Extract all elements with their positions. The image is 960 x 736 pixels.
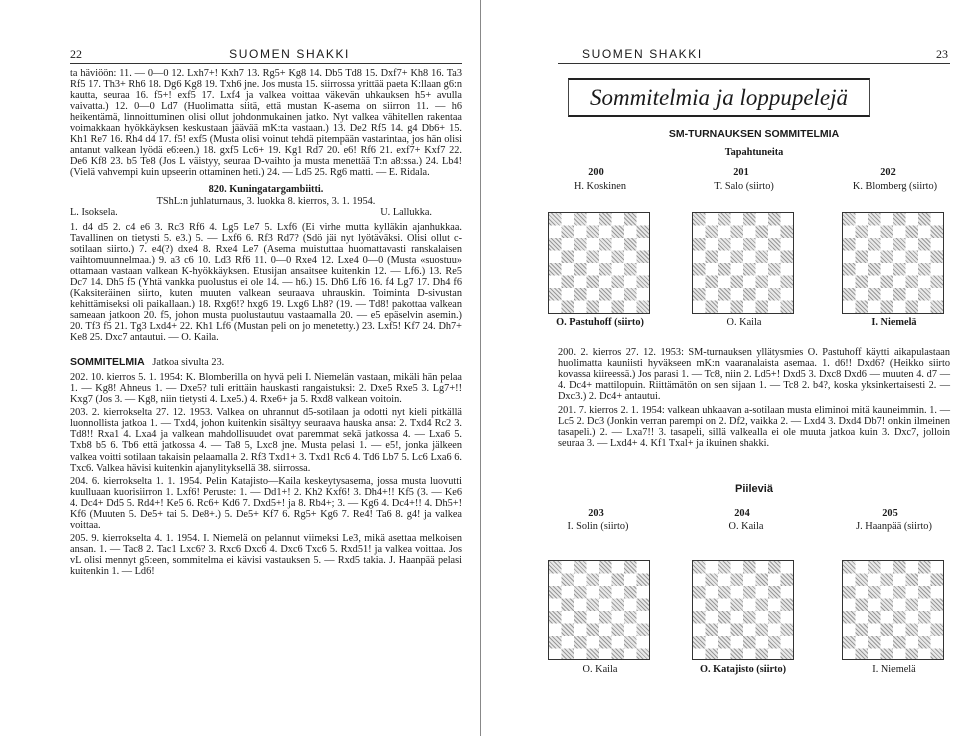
solutions-column	[558, 347, 950, 449]
running-title: SUOMEN SHAKKI	[582, 47, 703, 61]
diagram-number: 205	[882, 508, 898, 519]
players-line	[70, 207, 462, 218]
diagram-caption: K. Blomberg (siirto)	[852, 181, 938, 192]
paragraph: 203. 2. kierrokselta 27. 12. 1953. Valkea on uhrannut d5-sotilaan ja odotti nyt kieli pitkällä luonnollista jatkoa 1. — Txd4, johon kuitenkin sisältyy seuraava hauska ansa: 2. Txd4 Rc2 3. Td8!! Rxa1 4. Lxa4 ja valkean mahdollisuudet ovat paremmat sekä jatkossa 4. — Lxa6 5. Txb8 b5 6. Tb6 että jatkossa 4. — Ta8 5, Lxc8 jne. Musta pelasi 1. — e5!, jonka jälkeen valkea voitti sotilaan takaisin pelaamalla 2. Rf3 Txd1+ 3. Txd1 Rc6 4. Td6 Lb7 5. Lc6 Lxa6 6. Txc6. Valkea hävisi kuitenkin ajanylityksellä 38. siirrossa.	[70, 407, 462, 474]
section-heading-line	[70, 357, 462, 368]
page-number: 22	[70, 47, 82, 61]
article-column	[70, 68, 462, 577]
chess-diagram	[548, 560, 650, 660]
paragraph: 1. d4 d5 2. c4 e6 3. Rc3 Rf6 4. Lg5 Le7 5. Lxf6 (Ei virhe mutta kylläkin ajanhukkaa. Tavallinen on tietysti 5. e3.) 5. — Lxf6 6. Rf3 Rd7? (Sdö jäi nyt lyötäväksi. Olisi ollut c-sotilaan siirto.) 7. e4(?) dxe4 8. Rxe4 Le7 (Asema muistuttaa huomattavasti ranskalaisen vaihtomuunnelmaa.) 9. a3 c6 10. Ld3 Rf6 11. 0—0 Rxe4 12. Lxe4 0—0 (Musta «suostuu» ottamaan vastaan valkean K-hyökkäyksen. Etusijan ansaitsee kuitenkin 12. — Lf6.) 13. Re5 Dc7 14. Dh5 f5 (Yhtä vankka puolustus ei ole 14. — h6.) 15. Dh6 Lf6 16. f4 Lg7 17. Dh4 f6 (Kaksiteräinen siirto, kuten muuten valkean seuraava uhrauskin. Toiminta D-sivustan kehittämiseksi oli paikallaan.) 18. Rxg6!? hxg6 19. Lxg6 Lh8? (19. — Td8! pakottaa valkean sameaan jatkoon 20. f5, johon musta puolustautuu vastaamalla 20. — e5 epäselvin asemin.) 20. Tf3 f5 21. Tg3 Lxd4+ 22. Kh1 Lf6 (Mustan peli on jo menetetty.) 23. Lxf5! Kf7 24. Dh7+ Ke8 25. Dxc7 antautui. — O. Kaila.	[70, 221, 462, 344]
paragraph: ta häviöön: 11. — 0—0 12. Lxh7+! Kxh7 13. Rg5+ Kg8 14. Db5 Td8 15. Dxf7+ Kh8 16. Ta3 Rf5 17. Th3+ Rh6 18. Dg6 Kg8 19. Txh6 jne. Jos musta 15. siirrossa yrittää paeta K:llaan g6:n kautta, seuraa 16. f5+! exf5 17. Lxf4 ja valkea voittaa väkevän uhkauksen h5+ avulla vaivatta.) 12. 0—0 Ld7 (Huolimatta siitä, että mustan K-asema on siirron 11. — h6 heikentämä, linnoittuminen olisi ollut johdonmukainen jatko. Nyt valkea vähitellen rakentaa voimakkaan hyökkäyksen keskustaan jäävää mK:ta vastaan.) 13. De2 Rf5 14. g4 Db6+ 15. Kh1 Re7 16. Rh4 d4 17. f5! exf5 (Musta olisi voinut tehdä pitempään vastarintaa, jos hän olisi antanut valkean lyödä e6:een.) 18. gxf5 Lc6+ 19. Kg1 Rd7 20. e6! Rf6 21. exf7+ Kxf7 22. De6 Kf8 23. b5 Te8 (Jos L väistyy, seuraa D-vaihto ja musta menettää T:n a8:ssa.) 24. Lb4! (Vielä vahvempi kuin upseerin ottaminen heti.) 24. — Ld5 25. Rg6 matti. — E. Ridala.	[70, 68, 462, 179]
section-continue: Jatkoa sivulta 23.	[152, 357, 225, 369]
black-player: U. Lallukka.	[380, 206, 432, 218]
diagram-caption: J. Haanpää (siirto)	[856, 521, 932, 532]
diagram-number: 200	[588, 167, 604, 178]
paragraph: 202. 10. kierros 5. 1. 1954: K. Blomberilla on hyvä peli I. Niemelän vastaan, mikäli hän pelaa 1. — Kg8! Ahneus 1. — Dxe5? tuli erittäin hauskasti rangaistuksi: 2. Dxe5 Rxe5 3. Lg7+!! Kxg7 (Jos 3. — Kg8, niin tietysti 4. Lxe5.) 4. Rxe6+ ja 5. Rxd8 valkean voitoin.	[70, 372, 462, 406]
section-subtitle: Tapahtuneita	[724, 147, 784, 158]
game-event: TShL:n juhlaturnaus, 3. luokka 8. kierros, 3. 1. 1954.	[156, 195, 376, 207]
white-player: L. Isoksela.	[70, 206, 118, 218]
chess-diagram	[548, 212, 650, 314]
diagram-caption: H. Koskinen	[573, 181, 627, 192]
section-title: Piileviä	[735, 483, 773, 495]
page-number: 23	[936, 47, 948, 61]
running-head-left	[70, 47, 460, 62]
diagram-number: 203	[588, 508, 604, 519]
chess-diagram	[842, 560, 944, 660]
running-head-right	[558, 47, 948, 62]
diagram-number: 201	[733, 167, 749, 178]
diagram-caption: O. Katajisto (siirto)	[699, 664, 787, 675]
banner-title: Sommitelmia ja loppupelejä	[589, 84, 849, 110]
game-heading: 820. Kuningatargambiitti.	[208, 184, 324, 196]
chess-diagram	[692, 560, 794, 660]
diagram-caption: O. Kaila	[726, 317, 762, 328]
paragraph: 204. 6. kierrokselta 1. 1. 1954. Pelin Katajisto—Kaila keskeytysasema, jossa musta luovutti kuulluaan kuorisiirron 1. Lxf6! Peruste: 1. — Dd1+! 2. Kh2 Kxf6! 3. Dh4+!! Kf5 (3. — Ke6 4. Dc4+ Dd5 5. Rd4+! Ke5 6. Rc6+ Kd6 7. Dxd5+! ja 8. Rb4+; 3. — Kg6 4. Dc4+!! 4. Dh5+! Kf6 (Muuten 5. De5+ tai 5. De8+.) 5. De5+ Kf7 6. Rg5+ Kg6 7. Re4! Ta6 8. g4! ja valkea voittaa.	[70, 475, 462, 531]
diagram-caption: O. Pastuhoff (siirto)	[556, 317, 644, 328]
paragraph: 205. 9. kierrokselta 4. 1. 1954. I. Niemelä on pelannut viimeksi Le3, mikä asettaa melkoisen ansan. 1. — Tac8 2. Tac1 Lxc6? 3. Rxc6 Dxc6 4. Dxc6 Txc6 5. Rxd51! ja valkea voittaa. Jos vL olisi mennyt g5:een, sommitelma ei kävisi vastauksen 5. — Rxd5 takia. J. Haanpää pelasi kuitenkin 1. — Ld6!	[70, 532, 462, 577]
section-heading: SOMMITELMIA	[70, 356, 145, 369]
header-rule	[70, 63, 462, 64]
chess-diagram	[842, 212, 944, 314]
paragraph: 201. 7. kierros 2. 1. 1954: valkean uhkaavan a-sotilaan musta eliminoi mitä kauneimmin. 1. — Lc5 2. Dc3 (Jonkin verran parempi on 2. Df2, vaikka 2. — Lxd4 3. Dxd4 Db7! onkin ilmeinen tasapeli.) 2. — Lxa7!! 3. tasapeli, sillä valkealla ei ole muuta jatkoa kuin 3. Dxc7, jolloin seuraa 3. — Lxd4+ 4. Kf1 Txal+ ja ikuinen shakki.	[558, 405, 950, 450]
chess-diagram	[692, 212, 794, 314]
header-rule	[558, 63, 950, 64]
diagram-caption: I. Niemelä	[872, 664, 916, 675]
diagram-caption: O. Kaila	[582, 664, 618, 675]
section-title: SM-TURNAUKSEN SOMMITELMIA	[668, 128, 840, 140]
right-page	[482, 0, 960, 736]
diagram-number: 204	[734, 508, 750, 519]
diagram-caption: O. Kaila	[728, 521, 764, 532]
diagram-caption: I. Niemelä	[871, 317, 917, 328]
diagram-caption: I. Solin (siirto)	[567, 521, 629, 532]
diagram-caption: T. Salo (siirto)	[714, 181, 774, 192]
diagram-number: 202	[880, 167, 896, 178]
paragraph: 200. 2. kierros 27. 12. 1953: SM-turnauksen yllätysmies O. Pastuhoff käytti aikapulastaan huolimatta kauniisti hyväkseen mK:n vaaranalaista asemaa. 1. d6!! Dxd6? (Heikko siirto kovassa kiireessä.) Jos parasi 1. — Tc8, niin 2. Ld5+! Dxd5 3. Dxc8 Dxd6 — muuten 4. d7 — 4. Dc4+ mattilopuin. Riittämätön on sen sijaan 1. — Tc8 2. b4?, koska yksinkertaisesti 2. — Dxc3.) 2. Dc4+ antautui.	[558, 347, 950, 403]
section-banner	[568, 78, 870, 117]
running-title: SUOMEN SHAKKI	[229, 47, 350, 61]
